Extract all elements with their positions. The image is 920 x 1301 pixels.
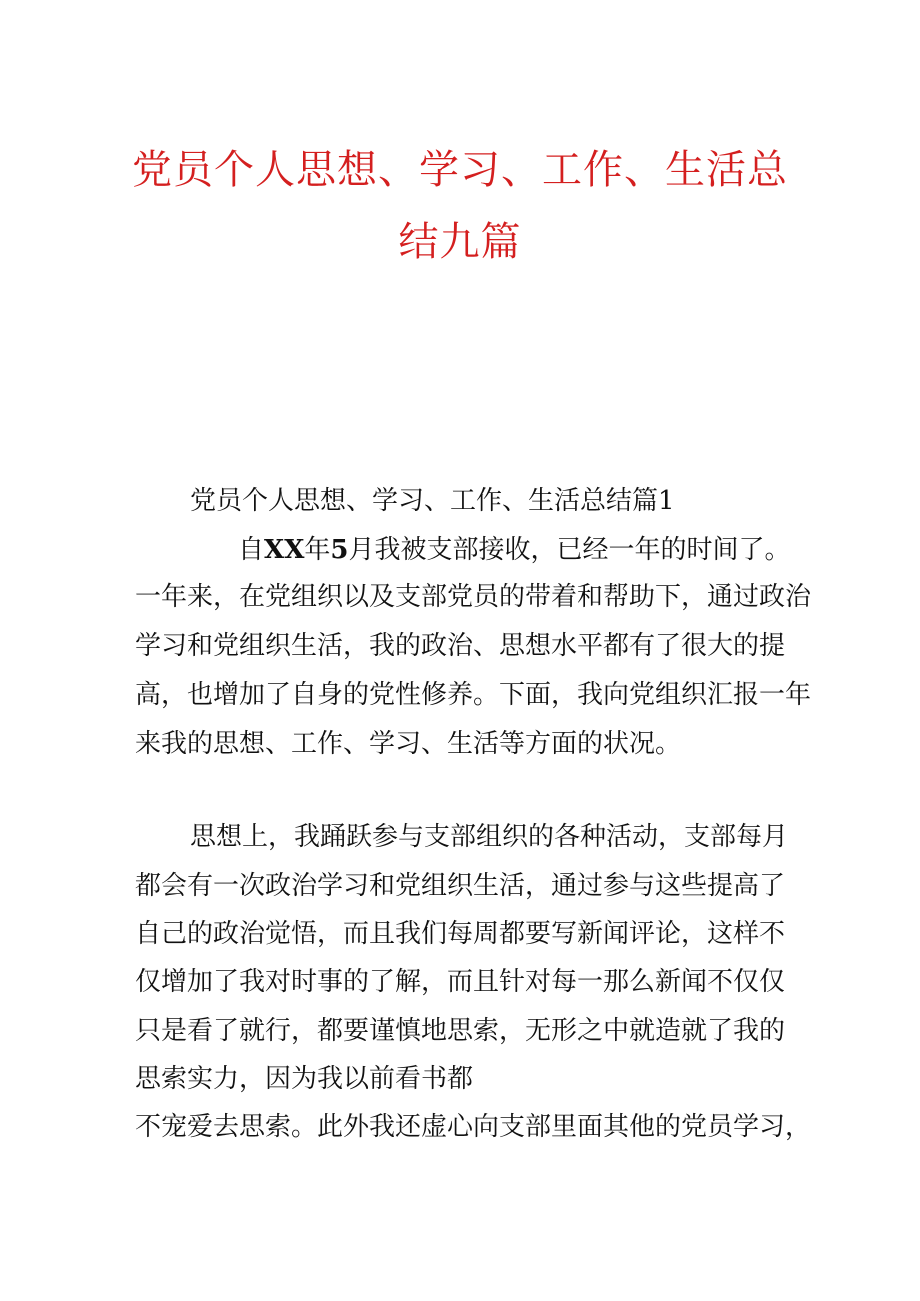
paragraph-2-line-7: 不宠爱去思索。此外我还虚心向支部里面其他的党员学习， (135, 1112, 812, 1142)
paragraph-2-line-4: 仅增加了我对时事的了解，而且针对每一那么新闻不仅仅 (135, 967, 786, 997)
text-run: 月我被支部接收，已经一年的时间了。 (348, 535, 791, 565)
document-title-line-1: 党员个人思想、学习、工作、生活总 (132, 147, 788, 193)
paragraph-1-line-5: 来我的思想、工作、学习、生活等方面的状况。 (135, 729, 682, 759)
text-run-bold: XX (264, 535, 305, 565)
document-title-line-2: 结九篇 (398, 219, 522, 265)
paragraph-2-line-6: 思索实力，因为我以前看书都 (135, 1064, 474, 1094)
paragraph-2-line-1: 思想上，我踊跃参与支部组织的各种活动，支部每月 (190, 822, 789, 852)
paragraph-1-line-4: 高，也增加了自身的党性修养。下面，我向党组织汇报一年 (135, 680, 812, 710)
paragraph-2-line-5: 只是看了就行，都要谨慎地思索，无形之中就造就了我的 (135, 1016, 786, 1046)
paragraph-1-line-1 (238, 537, 791, 563)
paragraph-1-line-2: 一年来，在党组织以及支部党员的带着和帮助下，通过政治 (135, 582, 812, 612)
text-run: 自 (238, 535, 265, 565)
text-run-bold: 5 (330, 535, 349, 565)
paragraph-2-line-3: 自己的政治觉悟，而且我们每周都要写新闻评论，这样不 (135, 919, 786, 949)
section-heading: 党员个人思想、学习、工作、生活总结篇1 (190, 486, 675, 516)
paragraph-2-line-2: 都会有一次政治学习和党组织生活，通过参与这些提高了 (135, 871, 786, 901)
paragraph-1-line-3: 学习和党组织生活，我的政治、思想水平都有了很大的提 (135, 631, 786, 661)
text-run: 年 (304, 535, 331, 565)
